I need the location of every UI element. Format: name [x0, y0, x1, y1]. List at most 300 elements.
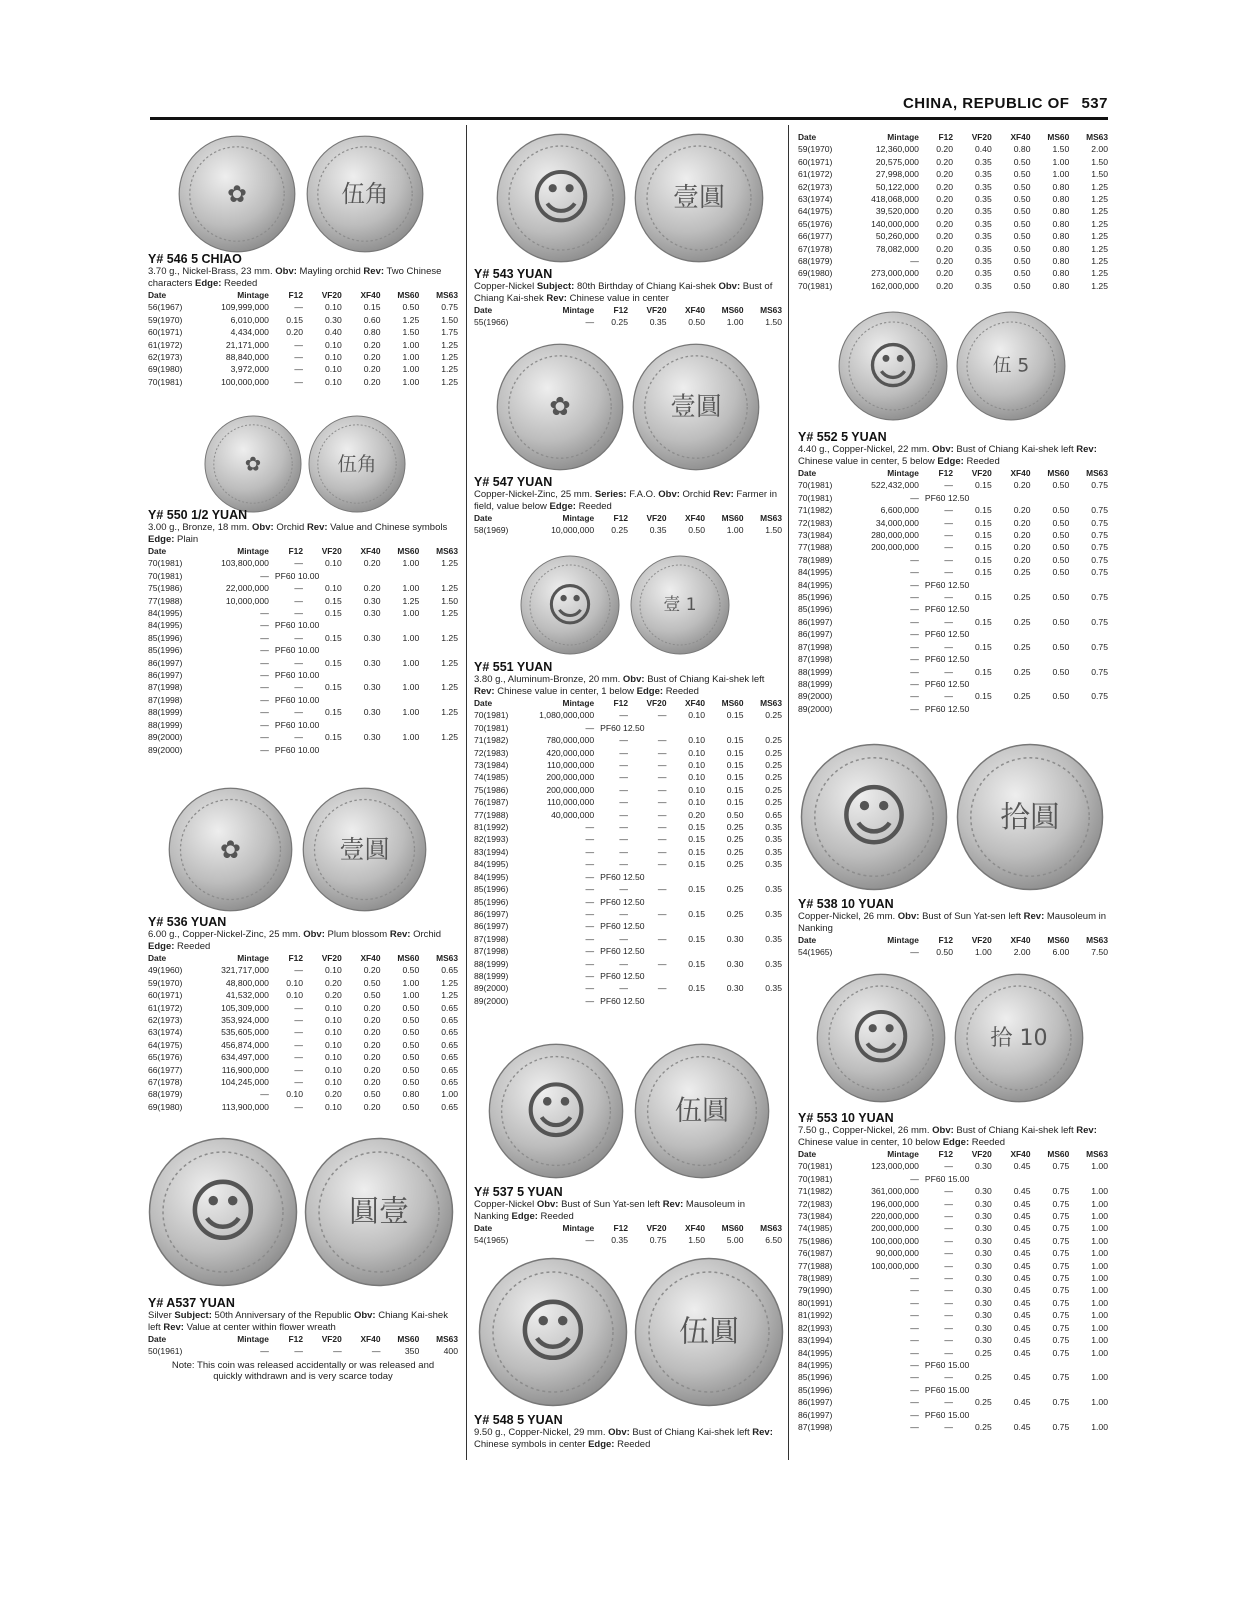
table-cell: 81(1992) [474, 822, 509, 833]
table-cell: 1.00 [1091, 1260, 1108, 1271]
table-row [474, 982, 782, 994]
table-cell: 83(1994) [474, 846, 509, 857]
table-cell: — [657, 983, 667, 994]
catalog-entry-y552 [798, 430, 1108, 715]
table-cell: 0.45 [1013, 1211, 1031, 1222]
coin-reverse-y547 [632, 343, 760, 471]
table-row [474, 771, 782, 783]
table-cell: 0.30 [363, 732, 381, 743]
table-cell: 84(1995) [474, 859, 509, 870]
table-row [148, 731, 458, 743]
coin-reverse-y548 [634, 1257, 784, 1407]
table-cell: 0.50 [688, 317, 705, 328]
table-cell: 70(1981) [148, 376, 183, 387]
table-row [798, 554, 1108, 566]
table-cell: 0.15 [975, 554, 992, 565]
table-cell: 0.20 [363, 1039, 381, 1050]
table-cell: 0.25 [975, 1372, 992, 1383]
table-row [798, 205, 1108, 217]
table-row [148, 719, 458, 731]
table-cell: 350 [404, 1346, 420, 1357]
coin-drawing [496, 343, 624, 471]
table-cell: 1.00 [1091, 1211, 1108, 1222]
catalog-entry-y550 [148, 508, 458, 756]
table-cell: 116,900,000 [221, 1064, 269, 1075]
table-cell: 0.50 [402, 1064, 420, 1075]
column-header: MS60 [1047, 1149, 1070, 1159]
table-cell: — [910, 1285, 919, 1296]
table-cell: 0.20 [1013, 480, 1031, 491]
page-number: 537 [1081, 95, 1108, 112]
table-cell: 0.45 [1013, 1347, 1031, 1358]
table-cell: 0.20 [325, 977, 342, 988]
table-cell: 0.25 [611, 525, 628, 536]
column-header: XF40 [1010, 132, 1031, 142]
table-cell: 0.75 [1052, 1421, 1070, 1432]
table-cell: — [619, 933, 628, 944]
table-cell: — [585, 995, 595, 1006]
table-row [148, 1101, 458, 1113]
table-cell: 0.50 [1013, 206, 1031, 217]
table-cell: 0.80 [1052, 268, 1070, 279]
table-cell: 0.20 [363, 376, 381, 387]
table-cell: — [260, 620, 269, 631]
table-cell: 0.50 [402, 1077, 420, 1088]
column-header: MS60 [721, 1223, 744, 1233]
table-cell: — [944, 1421, 953, 1432]
table-cell: 0.50 [936, 947, 953, 958]
table-cell: 0.35 [765, 884, 782, 895]
table-cell: PF60 12.50 [924, 654, 970, 665]
table-cell: PF60 12.50 [600, 896, 645, 907]
table-cell: 0.75 [1052, 1273, 1070, 1284]
table-cell: — [657, 747, 667, 758]
table-cell: 65(1976) [148, 1052, 183, 1063]
table-cell: 0.65 [441, 1064, 458, 1075]
table-row [148, 1088, 458, 1100]
table-cell: 1.00 [975, 947, 992, 958]
table-cell: 200,000,000 [546, 784, 595, 795]
mintage-table [798, 131, 1108, 292]
column-header: MS63 [1086, 1149, 1108, 1159]
table-cell: 60(1971) [148, 327, 183, 338]
column-header: MS63 [1086, 468, 1108, 478]
table-cell: 69(1980) [798, 268, 833, 279]
table-cell: — [260, 657, 269, 668]
table-cell: 0.30 [363, 707, 381, 718]
table-cell: 1.25 [441, 339, 458, 350]
table-cell: 78,082,000 [875, 243, 919, 254]
column-header: Mintage [887, 468, 919, 478]
table-cell: 1.00 [1091, 1273, 1108, 1284]
entry-title: Y# 543 YUAN [474, 267, 553, 281]
table-cell: 1.00 [1091, 1235, 1108, 1246]
table-cell: 0.20 [936, 169, 953, 180]
table-cell: 0.25 [611, 317, 628, 328]
column-divider-2 [788, 125, 789, 1460]
table-cell: 0.50 [1013, 280, 1031, 291]
table-cell: 6,600,000 [880, 505, 919, 516]
table-cell: 1.25 [402, 595, 420, 606]
table-row [798, 1421, 1108, 1433]
coin-drawing [168, 787, 293, 912]
table-cell: — [944, 1335, 953, 1346]
column-header: MS60 [1047, 935, 1070, 945]
table-row [474, 871, 782, 883]
table-cell: 1.00 [402, 376, 420, 387]
entry-title: Y# 551 YUAN [474, 660, 553, 674]
table-cell: 88(1999) [474, 958, 509, 969]
coin-drawing [954, 973, 1084, 1103]
table-cell: 76(1987) [474, 797, 509, 808]
table-cell: — [944, 1297, 953, 1308]
table-cell: 71(1982) [474, 735, 509, 746]
mintage-table [474, 512, 782, 537]
table-cell: 1.00 [1052, 156, 1070, 167]
table-cell: 20,575,000 [875, 156, 919, 167]
table-cell: 200,000,000 [871, 1223, 919, 1234]
table-cell: 0.50 [1052, 542, 1070, 553]
column-header: Mintage [562, 698, 595, 708]
column-header: MS63 [760, 698, 782, 708]
coin-motif: 伍圓 [679, 1314, 739, 1350]
table-cell: 0.75 [1052, 1310, 1070, 1321]
table-cell: — [944, 1310, 953, 1321]
table-cell: 70(1981) [798, 280, 833, 291]
table-row [148, 1076, 458, 1088]
table-cell: — [619, 859, 628, 870]
table-cell: 68(1979) [798, 256, 833, 267]
table-cell: 0.10 [325, 1039, 342, 1050]
table-row [148, 619, 458, 631]
table-cell: 0.45 [1013, 1273, 1031, 1284]
entry-title: Y# 552 5 YUAN [798, 430, 887, 444]
table-cell: 0.75 [1052, 1372, 1070, 1383]
table-cell: — [657, 884, 667, 895]
catalog-entry-y547 [474, 475, 782, 537]
table-cell: 1.50 [765, 525, 782, 536]
table-cell: — [619, 710, 628, 721]
table-cell: 1.75 [441, 327, 458, 338]
column-header: Date [474, 698, 493, 708]
table-cell: — [910, 703, 919, 714]
table-cell: — [910, 1310, 919, 1321]
table-cell: — [260, 682, 269, 693]
table-row [148, 595, 458, 607]
table-cell: 84(1995) [798, 567, 833, 578]
table-row [798, 1185, 1108, 1197]
table-cell: 0.35 [649, 525, 667, 536]
table-cell: 84(1995) [148, 620, 183, 631]
table-cell: 200,000,000 [546, 772, 595, 783]
table-cell: — [294, 1027, 303, 1038]
table-cell: 0.30 [975, 1273, 992, 1284]
column-header: MS60 [397, 290, 420, 300]
table-cell: — [260, 694, 269, 705]
table-header-row [474, 1222, 782, 1234]
table-cell: 85(1996) [474, 896, 509, 907]
coin-reverse-y536 [302, 787, 427, 912]
column-header: F12 [288, 546, 303, 556]
table-cell: 0.65 [441, 1015, 458, 1026]
table-cell: 0.15 [726, 735, 744, 746]
table-cell: 10,000,000 [225, 595, 269, 606]
table-cell: 66(1977) [148, 1064, 183, 1075]
table-row [148, 363, 458, 375]
table-row [148, 989, 458, 1001]
coin-obverse-y551 [520, 555, 620, 655]
table-cell: 82(1993) [798, 1322, 833, 1333]
table-cell: 1.50 [1091, 156, 1108, 167]
table-cell: 0.15 [975, 530, 992, 541]
table-cell: — [910, 678, 919, 689]
table-cell: 0.20 [325, 1089, 342, 1100]
table-cell: 0.45 [1013, 1198, 1031, 1209]
table-cell: 0.80 [1052, 280, 1070, 291]
table-cell: 85(1996) [798, 604, 833, 615]
coin-drawing [304, 1137, 454, 1287]
table-cell: 61(1972) [148, 339, 183, 350]
table-cell: — [657, 710, 667, 721]
table-cell: 77(1988) [474, 809, 509, 820]
table-row [148, 977, 458, 989]
table-cell: 0.75 [1091, 567, 1108, 578]
table-cell: 0.50 [402, 1101, 420, 1112]
table-cell: — [294, 1346, 303, 1357]
table-cell: 0.35 [975, 194, 992, 205]
table-cell: 0.15 [688, 983, 705, 994]
table-cell: 73(1984) [798, 1211, 833, 1222]
table-cell: 0.20 [363, 1101, 381, 1112]
table-row [798, 1210, 1108, 1222]
table-cell: 0.30 [726, 933, 744, 944]
table-cell: — [944, 517, 953, 528]
entry-description: Silver Subject: 50th Anniversary of the Republic Obv: Chiang Kai-shek left Rev: Value at center within flower wreath [148, 1310, 448, 1333]
table-cell: 0.75 [1052, 1248, 1070, 1259]
table-cell: 0.50 [363, 977, 381, 988]
coin-drawing [956, 311, 1066, 421]
table-row [798, 1235, 1108, 1247]
table-cell: 321,717,000 [221, 965, 269, 976]
table-cell: 70(1981) [474, 710, 509, 721]
column-header: VF20 [321, 1334, 342, 1344]
table-cell: 0.25 [765, 710, 782, 721]
table-cell: — [910, 1359, 919, 1370]
catalog-entry-y548-continued [798, 131, 1108, 292]
table-cell: 0.25 [765, 735, 782, 746]
table-cell: 67(1978) [798, 243, 833, 254]
table-cell: 68(1979) [148, 1089, 183, 1100]
table-cell: 0.50 [1013, 169, 1031, 180]
table-cell: 1.00 [1091, 1223, 1108, 1234]
table-row [148, 1051, 458, 1063]
catalog-entry-y548 [474, 1413, 782, 1450]
coin-motif: ☺ [838, 777, 910, 857]
table-cell: 0.25 [1013, 616, 1031, 627]
table-cell: 0.50 [1052, 517, 1070, 528]
table-cell: 27,998,000 [875, 169, 919, 180]
table-row [798, 1198, 1108, 1210]
catalog-entry-y536 [148, 915, 458, 1113]
table-cell: 80(1991) [798, 1297, 833, 1308]
table-cell: — [944, 616, 953, 627]
mintage-table [474, 1222, 782, 1247]
table-cell: 2.00 [1013, 947, 1031, 958]
table-cell: 0.20 [363, 1077, 381, 1088]
table-cell: 0.25 [726, 846, 744, 857]
table-cell: 12,360,000 [875, 144, 919, 155]
column-header: XF40 [684, 698, 705, 708]
table-row [798, 267, 1108, 279]
column-header: F12 [613, 513, 628, 523]
table-cell: 0.20 [363, 1027, 381, 1038]
table-row [148, 744, 458, 756]
table-row [798, 946, 1108, 958]
coin-drawing [838, 311, 948, 421]
table-cell: 105,309,000 [221, 1002, 269, 1013]
table-cell: — [910, 1322, 919, 1333]
table-cell: — [294, 376, 303, 387]
table-cell: 1.25 [441, 352, 458, 363]
entry-description: 7.50 g., Copper-Nickel, 26 mm. Obv: Bust of Chiang Kai-shek left Rev: Chinese value in center, 10 below Edge: Reeded [798, 1125, 1097, 1148]
table-row [474, 933, 782, 945]
column-header: F12 [938, 1149, 953, 1159]
coin-motif: 拾圓 [1000, 800, 1060, 834]
table-row [798, 603, 1108, 615]
entry-description: 3.80 g., Aluminum-Bronze, 20 mm. Obv: Bust of Chiang Kai-shek left Rev: Chinese value in center, 1 below Edge: Reeded [474, 674, 765, 697]
table-cell: 0.35 [975, 231, 992, 242]
coin-reverse-a537 [304, 1137, 454, 1287]
table-cell: — [585, 921, 595, 932]
table-cell: 70(1981) [148, 558, 183, 569]
table-cell: 75(1986) [798, 1235, 833, 1246]
table-cell: 0.50 [688, 525, 705, 536]
table-cell: 0.15 [726, 760, 744, 771]
coin-motif: 伍圓 [674, 1095, 730, 1127]
table-cell: PF60 10.00 [274, 694, 320, 705]
table-cell: — [910, 641, 919, 652]
table-cell: 0.75 [1052, 1186, 1070, 1197]
table-cell: 110,000,000 [546, 797, 595, 808]
table-row [148, 301, 458, 313]
table-row [148, 557, 458, 569]
table-cell: PF60 12.50 [924, 579, 970, 590]
entry-description: Copper-Nickel-Zinc, 25 mm. Series: F.A.O. Obv: Orchid Rev: Farmer in field, value below Edge: Reeded [474, 489, 778, 512]
table-cell: 0.80 [1052, 206, 1070, 217]
table-cell: 1.00 [402, 608, 420, 619]
table-cell: 1.25 [441, 707, 458, 718]
table-cell: — [619, 772, 628, 783]
table-cell: 78(1989) [798, 1273, 833, 1284]
table-cell: 0.10 [325, 1077, 342, 1088]
column-1 [148, 125, 458, 1465]
table-cell: — [944, 1322, 953, 1333]
table-row [798, 255, 1108, 267]
table-row [148, 376, 458, 388]
table-cell: 0.50 [402, 965, 420, 976]
table-cell: — [944, 1198, 953, 1209]
table-cell: 0.20 [363, 364, 381, 375]
table-cell: 0.50 [1052, 616, 1070, 627]
table-row [148, 657, 458, 669]
table-cell: PF60 12.50 [924, 703, 970, 714]
table-cell: PF60 12.50 [924, 492, 970, 503]
table-cell: — [294, 657, 303, 668]
coin-drawing [800, 743, 948, 891]
table-cell: — [260, 608, 269, 619]
column-header: XF40 [360, 546, 381, 556]
table-cell: 70(1981) [148, 570, 183, 581]
table-row [474, 945, 782, 957]
table-cell: — [657, 809, 667, 820]
table-row [798, 1173, 1108, 1185]
table-cell: 634,497,000 [221, 1052, 269, 1063]
column-header: MS60 [397, 953, 420, 963]
table-cell: — [910, 604, 919, 615]
table-cell: 0.25 [765, 784, 782, 795]
table-cell: 64(1975) [798, 206, 833, 217]
table-cell: 86(1997) [148, 670, 183, 681]
table-cell: 0.15 [286, 314, 303, 325]
table-cell: 63(1974) [798, 194, 833, 205]
table-cell: 1.00 [1091, 1310, 1108, 1321]
table-cell: — [260, 1346, 269, 1357]
table-cell: 0.50 [1052, 567, 1070, 578]
table-cell: PF60 10.00 [274, 744, 320, 755]
catalog-entry-y543 [474, 267, 782, 329]
table-cell: PF60 10.00 [274, 719, 320, 730]
table-cell: 0.65 [765, 809, 782, 820]
table-cell: 0.75 [1052, 1161, 1070, 1172]
table-cell: 0.35 [975, 256, 992, 267]
coin-reverse-y538 [956, 743, 1104, 891]
table-cell: 0.65 [441, 1077, 458, 1088]
table-row [798, 1247, 1108, 1259]
table-row [148, 681, 458, 693]
table-cell: — [619, 983, 628, 994]
coin-motif: 壹圓 [670, 392, 722, 422]
table-cell: 0.30 [363, 657, 381, 668]
table-row [798, 541, 1108, 553]
column-header: VF20 [646, 513, 667, 523]
table-cell: — [294, 364, 303, 375]
table-cell: 10,000,000 [551, 525, 595, 536]
table-cell: 0.10 [688, 760, 705, 771]
column-header: VF20 [971, 132, 992, 142]
table-cell: 418,068,000 [871, 194, 919, 205]
table-cell: — [944, 1347, 953, 1358]
column-header: Mintage [237, 546, 269, 556]
table-cell: — [910, 592, 919, 603]
table-cell: 1.00 [1091, 1322, 1108, 1333]
table-header-row [798, 1148, 1108, 1160]
table-cell: 86(1997) [798, 616, 833, 627]
table-cell: PF60 15.00 [924, 1173, 970, 1184]
table-cell: — [585, 933, 595, 944]
table-cell: — [944, 554, 953, 565]
table-cell: 87(1998) [148, 694, 183, 705]
table-cell: 0.20 [363, 1064, 381, 1075]
table-cell: 0.20 [936, 231, 953, 242]
table-row [148, 326, 458, 338]
table-cell: 1.00 [1091, 1372, 1108, 1383]
table-cell: 0.45 [1013, 1186, 1031, 1197]
table-cell: 0.50 [1013, 181, 1031, 192]
table-cell: 0.10 [688, 710, 705, 721]
table-cell: 0.30 [726, 958, 744, 969]
table-cell: 0.25 [975, 1347, 992, 1358]
table-cell: 0.80 [1052, 256, 1070, 267]
